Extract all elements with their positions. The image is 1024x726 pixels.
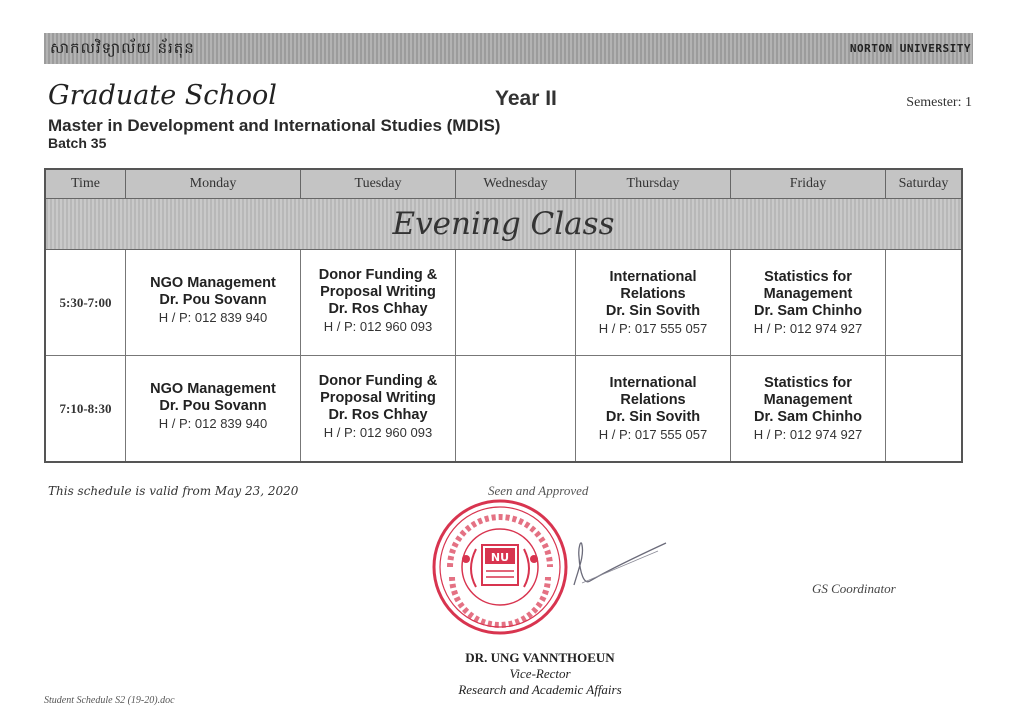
lecturer-name: Dr. Sin Sovith: [605, 303, 701, 319]
lecturer-name: Dr. Sam Chinho: [754, 409, 862, 425]
course-name: Donor Funding & Proposal Writing: [318, 373, 438, 406]
lecturer-phone: H / P: 017 555 057: [598, 321, 708, 336]
university-name: NORTON UNIVERSITY: [849, 42, 971, 55]
program-title: Master in Development and International Studies (MDIS): [48, 116, 501, 135]
signer-office: Research and Academic Affairs: [458, 682, 622, 697]
class-cell-saturday: [886, 250, 961, 356]
column-header-time: Time: [46, 170, 126, 199]
batch-label: Batch 35: [48, 135, 107, 151]
class-cell-monday: [126, 356, 301, 461]
lecturer-name: Dr. Ros Chhay: [328, 301, 428, 317]
class-cell-wednesday: [456, 250, 576, 356]
class-cell-saturday: [886, 356, 961, 461]
lecturer-phone: H / P: 012 974 927: [753, 321, 863, 336]
lecturer-phone: H / P: 012 839 940: [158, 416, 268, 431]
school-title: Graduate School: [48, 80, 277, 111]
course-name: Donor Funding & Proposal Writing: [318, 267, 438, 300]
class-cell-tuesday: [301, 250, 456, 356]
university-seal: [430, 497, 570, 637]
class-cell-friday: [731, 250, 886, 356]
class-cell-tuesday: [301, 356, 456, 461]
class-cell-thursday: [576, 356, 731, 461]
column-header-monday: Monday: [126, 170, 301, 199]
class-cell-friday: [731, 356, 886, 461]
semester-label: Semester: 1: [906, 95, 972, 110]
lecturer-phone: H / P: 012 960 093: [323, 319, 433, 334]
document-filename: Student Schedule S2 (19-20).doc: [44, 695, 175, 706]
lecturer-name: Dr. Pou Sovann: [159, 398, 267, 414]
session-label: Evening Class: [46, 199, 961, 250]
lecturer-phone: H / P: 012 960 093: [323, 425, 433, 440]
course-name: International Relations: [609, 375, 697, 408]
approval-label: Seen and Approved: [488, 483, 589, 498]
class-cell-monday: [126, 250, 301, 356]
column-header-friday: Friday: [731, 170, 886, 199]
coordinator-label: GS Coordinator: [812, 581, 896, 596]
schedule-table: [44, 168, 963, 463]
column-header-tuesday: Tuesday: [301, 170, 456, 199]
course-name: NGO Management: [150, 275, 276, 291]
class-cell-thursday: [576, 250, 731, 356]
khmer-university-name: សាកលវិទ្យាល័យ ន័រតុន: [50, 39, 195, 57]
course-name: Statistics for Management: [763, 375, 853, 408]
course-name: International Relations: [609, 269, 697, 302]
lecturer-phone: H / P: 012 974 927: [753, 427, 863, 442]
column-header-saturday: Saturday: [886, 170, 961, 199]
time-slot: 5:30-7:00: [46, 250, 126, 356]
time-slot: 7:10-8:30: [46, 356, 126, 461]
course-name: Statistics for Management: [763, 269, 853, 302]
lecturer-name: Dr. Sam Chinho: [754, 303, 862, 319]
class-cell-wednesday: [456, 356, 576, 461]
validity-note: This schedule is valid from May 23, 2020: [48, 484, 299, 498]
lecturer-name: Dr. Pou Sovann: [159, 292, 267, 308]
signer-role: Vice-Rector: [509, 666, 571, 681]
university-banner: [44, 33, 973, 64]
lecturer-name: Dr. Sin Sovith: [605, 409, 701, 425]
year-label: Year II: [495, 87, 557, 110]
course-name: NGO Management: [150, 381, 276, 397]
lecturer-phone: H / P: 012 839 940: [158, 310, 268, 325]
seal-initials: NU: [490, 551, 510, 564]
lecturer-phone: H / P: 017 555 057: [598, 427, 708, 442]
column-header-wednesday: Wednesday: [456, 170, 576, 199]
signer-name: DR. UNG VANNTHOEUN: [465, 650, 615, 665]
lecturer-name: Dr. Ros Chhay: [328, 407, 428, 423]
signature: [570, 525, 670, 595]
column-header-thursday: Thursday: [576, 170, 731, 199]
